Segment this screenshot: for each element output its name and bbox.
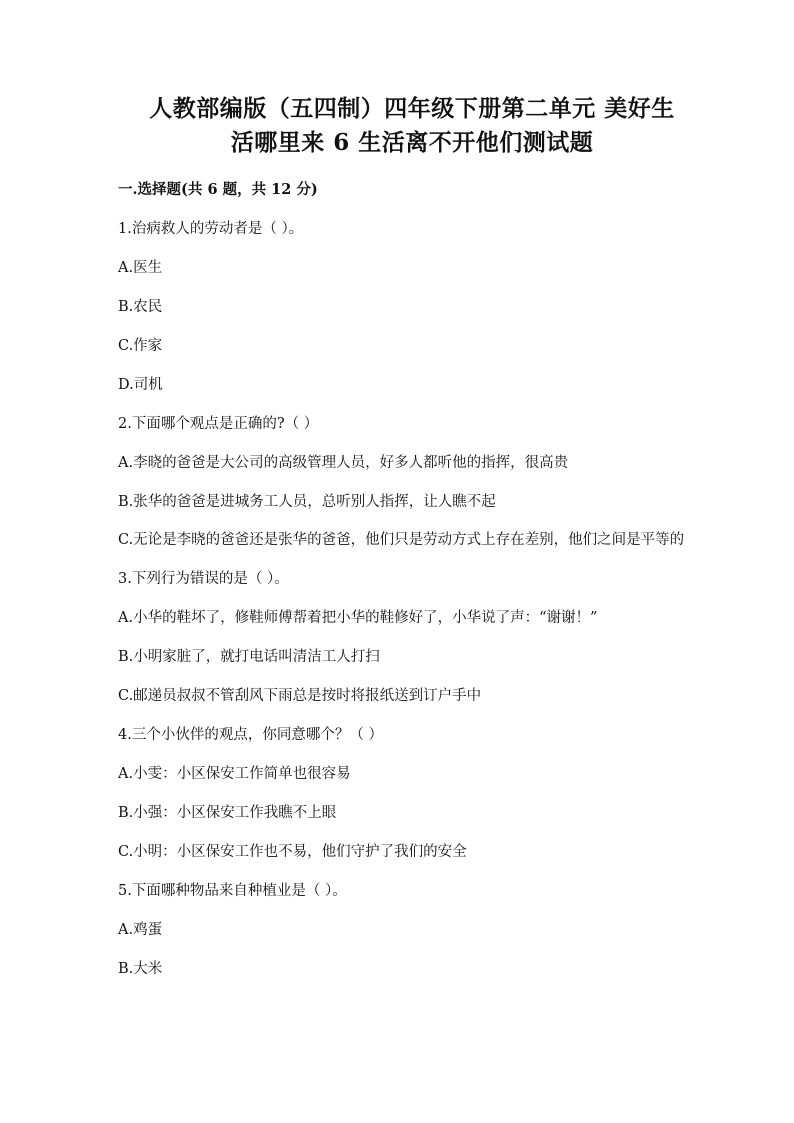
question-4	[118, 725, 706, 862]
question-stem: 1.治病救人的劳动者是（ ）。	[118, 221, 304, 237]
option-c: C.无论是李晓的爸爸还是张华的爸爸，他们只是劳动方式上存在差别，他们之间是平等的	[118, 532, 685, 548]
option-b: B.张华的爸爸是进城务工人员，总听别人指挥，让人瞧不起	[118, 494, 496, 510]
option-b: B.小强：小区保安工作我瞧不上眼	[118, 805, 337, 821]
option-c: C.作家	[118, 338, 163, 354]
option-a: A.小华的鞋坏了，修鞋师傅帮着把小华的鞋修好了，小华说了声：“谢谢！”	[118, 610, 598, 626]
question-2	[118, 414, 706, 550]
question-5	[118, 881, 706, 979]
question-stem: 5.下面哪种物品来自种植业是（ ）。	[118, 883, 347, 899]
option-c: C.小明：小区保安工作也不易，他们守护了我们的安全	[118, 844, 467, 860]
option-a: A.医生	[118, 260, 163, 276]
option-a: A.李晓的爸爸是大公司的高级管理人员，好多人都听他的指挥，很高贵	[118, 455, 569, 471]
title-line-1: 人教部编版（五四制）四年级下册第二单元 美好生	[149, 95, 675, 122]
option-b: B.小明家脏了，就打电话叫清洁工人打扫	[118, 649, 380, 665]
option-a: A.小雯：小区保安工作简单也很容易	[118, 766, 351, 782]
title-line-2: 活哪里来 6 生活离不开他们测试题	[230, 129, 594, 156]
option-b: B.农民	[118, 299, 163, 315]
option-c: C.邮递员叔叔不管刮风下雨总是按时将报纸送到订户手中	[118, 688, 482, 704]
question-stem: 2.下面哪个观点是正确的?（ ）	[118, 416, 319, 432]
question-1	[118, 219, 706, 395]
section-heading: 一.选择题(共 6 题，共 12 分)	[118, 181, 318, 198]
option-b: B.大米	[118, 961, 163, 977]
question-stem: 3.下列行为错误的是（ ）。	[118, 571, 289, 587]
document-title	[118, 92, 706, 160]
question-stem: 4.三个小伙伴的观点，你同意哪个？（ ）	[118, 727, 383, 743]
option-d: D.司机	[118, 377, 163, 393]
question-3	[118, 569, 706, 706]
option-a: A.鸡蛋	[118, 922, 163, 938]
